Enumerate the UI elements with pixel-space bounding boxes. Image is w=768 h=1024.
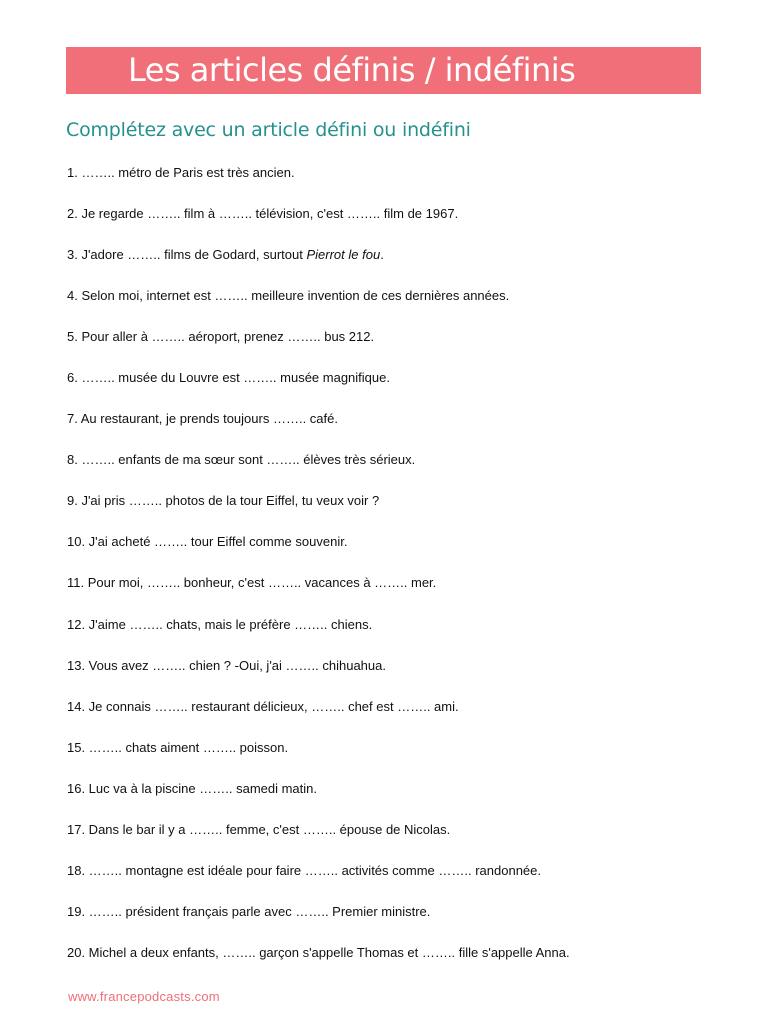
- exercise-item-9: 9. J'ai pris …….. photos de la tour Eiffel, tu veux voir ?: [67, 493, 380, 509]
- exercise-item-10: 10. J'ai acheté …….. tour Eiffel comme souvenir.: [67, 534, 348, 550]
- exercise-item-18: 18. …….. montagne est idéale pour faire …….. activités comme …….. randonnée.: [67, 862, 541, 878]
- exercise-item-15: 15. …….. chats aiment …….. poisson.: [67, 739, 289, 755]
- exercise-item-19: 19. …….. président français parle avec …….. Premier ministre.: [67, 903, 431, 919]
- instructions-heading: Complétez avec un article défini ou indéfini: [66, 119, 471, 141]
- exercise-item-8: 8. …….. enfants de ma sœur sont …….. élèves très sérieux.: [67, 452, 416, 468]
- exercise-item-6: 6. …….. musée du Louvre est …….. musée magnifique.: [67, 370, 390, 386]
- exercise-item-11: 11. Pour moi, …….. bonheur, c'est …….. vacances à …….. mer.: [67, 575, 437, 591]
- exercise-item-16: 16. Luc va à la piscine …….. samedi matin.: [67, 780, 318, 796]
- film-title: Pierrot le fou: [306, 247, 381, 263]
- page-title: Les articles définis / indéfinis: [128, 51, 576, 89]
- exercise-item-3: [67, 244, 727, 285]
- exercise-item-2: 2. Je regarde …….. film à …….. télévision, c'est …….. film de 1967.: [67, 206, 459, 222]
- exercise-item-4: 4. Selon moi, internet est …….. meilleure invention de ces dernières années.: [67, 288, 510, 304]
- exercise-item-20: 20. Michel a deux enfants, …….. garçon s'appelle Thomas et …….. fille s'appelle Anna.: [67, 944, 570, 960]
- footer-url[interactable]: www.francepodcasts.com: [68, 989, 220, 1004]
- exercise-item-3-end: .: [380, 247, 384, 263]
- exercise-item-3-text: 3. J'adore …….. films de Godard, surtout: [67, 247, 307, 263]
- exercise-item-13: 13. Vous avez …….. chien ? -Oui, j'ai …….. chihuahua.: [67, 657, 386, 673]
- exercise-item-12: 12. J'aime …….. chats, mais le préfère …….. chiens.: [67, 616, 373, 632]
- exercise-item-14: 14. Je connais …….. restaurant délicieux, …….. chef est …….. ami.: [67, 698, 459, 714]
- exercise-item-7: 7. Au restaurant, je prends toujours …….. café.: [67, 411, 338, 427]
- title-banner: [66, 47, 701, 94]
- exercise-item-1: 1. …….. métro de Paris est très ancien.: [67, 165, 295, 180]
- exercise-list: [67, 162, 727, 983]
- exercise-item-17: 17. Dans le bar il y a …….. femme, c'est …….. épouse de Nicolas.: [67, 821, 451, 837]
- exercise-item-5: 5. Pour aller à …….. aéroport, prenez …….. bus 212.: [67, 329, 375, 345]
